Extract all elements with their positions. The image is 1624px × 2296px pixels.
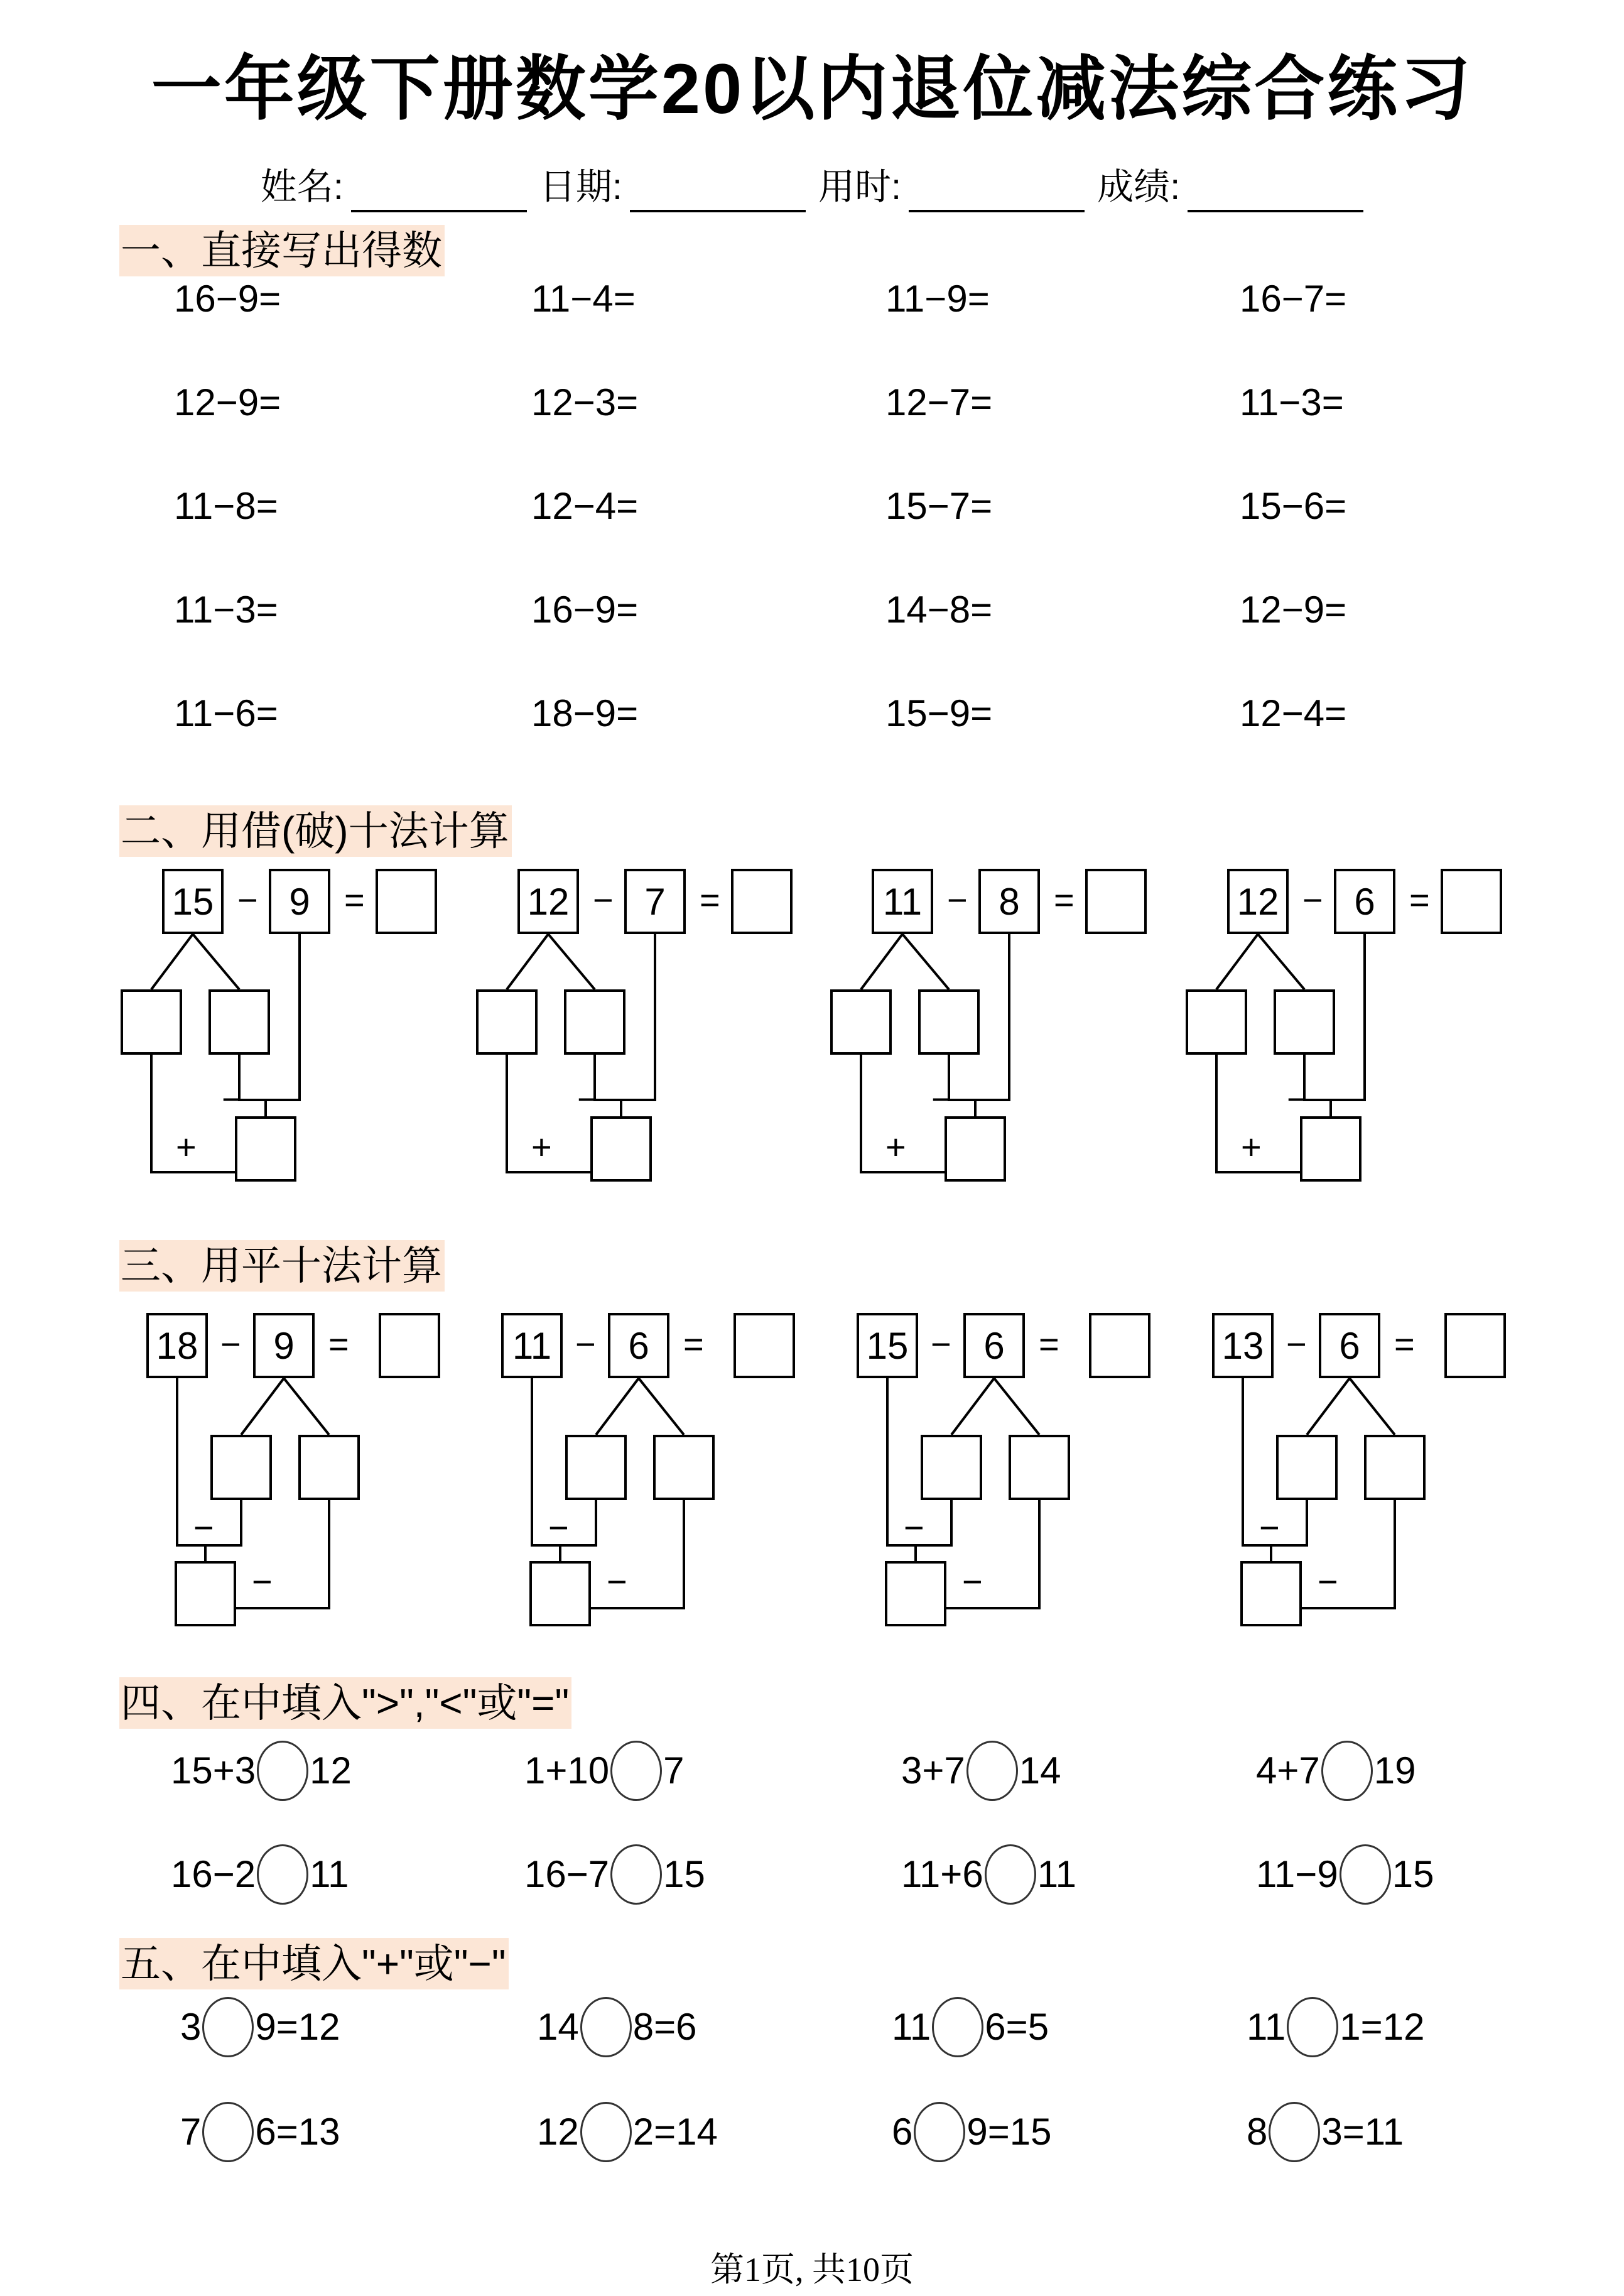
arithmetic-problem: 11−3= bbox=[174, 589, 278, 631]
right-expression: 3=11 bbox=[1321, 2110, 1404, 2153]
equals-sign: = bbox=[344, 880, 365, 920]
right-expression: 9=15 bbox=[966, 2110, 1052, 2153]
equals-sign: = bbox=[328, 1324, 349, 1364]
left-expression: 6 bbox=[892, 2110, 913, 2153]
minuend-box: 11 bbox=[501, 1313, 563, 1378]
answer-circle[interactable] bbox=[257, 1844, 308, 1905]
arithmetic-problem: 11−3= bbox=[1240, 381, 1344, 423]
minus-sign: − bbox=[931, 1079, 952, 1119]
operator-problem bbox=[1247, 1999, 1424, 2060]
minus-sign: − bbox=[548, 1508, 569, 1547]
left-expression: 16−2 bbox=[171, 1853, 256, 1895]
minus-sign: − bbox=[237, 880, 258, 920]
equals-sign: = bbox=[1409, 880, 1430, 920]
time-label: 用时: bbox=[818, 166, 902, 207]
arithmetic-problem: 12−3= bbox=[531, 381, 639, 423]
minus-sign: − bbox=[1302, 880, 1323, 920]
left-expression: 12 bbox=[537, 2110, 579, 2153]
minus-sign: − bbox=[577, 1079, 598, 1119]
right-expression: 6=5 bbox=[985, 2005, 1049, 2048]
left-expression: 4+7 bbox=[1256, 1749, 1320, 1792]
equals-sign: = bbox=[1394, 1324, 1415, 1364]
subtrahend-box: 9 bbox=[269, 869, 330, 934]
left-expression: 11 bbox=[892, 2005, 931, 2048]
left-expression: 16−7 bbox=[524, 1853, 610, 1895]
minus-sign: − bbox=[222, 1079, 242, 1119]
left-expression: 1+10 bbox=[524, 1749, 610, 1792]
operator-problem bbox=[537, 2104, 718, 2165]
right-expression: 15 bbox=[1392, 1853, 1434, 1895]
answer-circle[interactable] bbox=[1321, 1741, 1373, 1801]
arithmetic-problem: 11−8= bbox=[174, 485, 278, 527]
minus-sign: − bbox=[193, 1508, 214, 1547]
left-expression: 11+6 bbox=[901, 1853, 983, 1895]
answer-circle[interactable] bbox=[202, 1997, 254, 2057]
left-expression: 3+7 bbox=[901, 1749, 965, 1792]
answer-circle[interactable] bbox=[1269, 2102, 1320, 2162]
plus-sign: + bbox=[531, 1127, 552, 1167]
subtrahend-box: 8 bbox=[978, 869, 1040, 934]
section1-heading: 一、直接写出得数 bbox=[119, 225, 445, 276]
subtrahend-box: 6 bbox=[963, 1313, 1025, 1378]
minuend-box: 11 bbox=[872, 869, 933, 934]
answer-circle[interactable] bbox=[580, 2102, 632, 2162]
left-expression: 11−9 bbox=[1256, 1853, 1338, 1895]
left-expression: 14 bbox=[537, 2005, 579, 2048]
arithmetic-problem: 16−7= bbox=[1240, 278, 1347, 320]
plus-sign: + bbox=[885, 1127, 906, 1167]
comparison-problem bbox=[171, 1847, 349, 1907]
comparison-problem bbox=[1256, 1743, 1416, 1804]
comparison-problem bbox=[1256, 1847, 1434, 1907]
score-label: 成绩: bbox=[1097, 166, 1181, 207]
name-label: 姓名: bbox=[260, 166, 344, 207]
minus-sign: − bbox=[1287, 1079, 1307, 1119]
operator-problem bbox=[180, 1999, 340, 2060]
arithmetic-problem: 11−4= bbox=[531, 278, 636, 320]
minus-sign: − bbox=[1286, 1324, 1307, 1364]
right-expression: 9=12 bbox=[255, 2005, 340, 2048]
arithmetic-problem: 11−6= bbox=[174, 692, 278, 734]
arithmetic-problem: 15−6= bbox=[1240, 485, 1347, 527]
arithmetic-problem: 14−8= bbox=[885, 589, 993, 631]
right-expression: 6=13 bbox=[255, 2110, 340, 2153]
answer-circle[interactable] bbox=[985, 1844, 1036, 1905]
equals-sign: = bbox=[1039, 1324, 1059, 1364]
operator-problem bbox=[892, 1999, 1049, 2060]
arithmetic-problem: 16−9= bbox=[174, 278, 281, 320]
answer-circle[interactable] bbox=[580, 1997, 632, 2057]
minus-sign: − bbox=[1259, 1508, 1280, 1547]
arithmetic-problem: 15−9= bbox=[885, 692, 993, 734]
right-expression: 11 bbox=[1037, 1853, 1076, 1895]
left-expression: 11 bbox=[1247, 2005, 1286, 2048]
arithmetic-problem: 12−9= bbox=[174, 381, 281, 423]
answer-circle[interactable] bbox=[610, 1844, 662, 1905]
plus-sign: + bbox=[176, 1127, 197, 1167]
arithmetic-problem: 12−4= bbox=[531, 485, 639, 527]
answer-circle[interactable] bbox=[610, 1741, 662, 1801]
comparison-problem bbox=[901, 1743, 1061, 1804]
answer-circle[interactable] bbox=[1287, 1997, 1338, 2057]
equals-sign: = bbox=[700, 880, 720, 920]
answer-circle[interactable] bbox=[914, 2102, 965, 2162]
minus-sign: − bbox=[593, 880, 614, 920]
answer-circle[interactable] bbox=[202, 2102, 254, 2162]
operator-problem bbox=[892, 2104, 1052, 2165]
section4-heading: 四、在中填入">","<"或"=" bbox=[119, 1677, 571, 1729]
equals-sign: = bbox=[1054, 880, 1075, 920]
arithmetic-problem: 16−9= bbox=[531, 589, 639, 631]
subtrahend-box: 9 bbox=[253, 1313, 315, 1378]
comparison-problem bbox=[524, 1847, 705, 1907]
operator-problem bbox=[1247, 2104, 1404, 2165]
right-expression: 14 bbox=[1019, 1749, 1061, 1792]
minus-sign: − bbox=[962, 1562, 983, 1601]
arithmetic-problem: 15−7= bbox=[885, 485, 993, 527]
arithmetic-problem: 18−9= bbox=[531, 692, 639, 734]
operator-problem bbox=[180, 2104, 340, 2165]
minuend-box: 12 bbox=[1227, 869, 1289, 934]
plus-sign: + bbox=[1241, 1127, 1262, 1167]
equals-sign: = bbox=[683, 1324, 704, 1364]
arithmetic-problem: 12−9= bbox=[1240, 589, 1347, 631]
answer-circle[interactable] bbox=[966, 1741, 1018, 1801]
minuend-box: 12 bbox=[517, 869, 579, 934]
comparison-problem bbox=[524, 1743, 685, 1804]
minus-sign: − bbox=[252, 1562, 273, 1601]
right-expression: 7 bbox=[663, 1749, 685, 1792]
minus-sign: − bbox=[1318, 1562, 1338, 1601]
arithmetic-problem: 12−4= bbox=[1240, 692, 1347, 734]
minus-sign: − bbox=[947, 880, 968, 920]
minus-sign: − bbox=[607, 1562, 627, 1601]
section3-heading: 三、用平十法计算 bbox=[119, 1240, 445, 1292]
right-expression: 2=14 bbox=[632, 2110, 718, 2153]
page-number: 第1页, 共10页 bbox=[710, 2251, 914, 2288]
comparison-problem bbox=[171, 1743, 352, 1804]
section2-heading: 二、用借(破)十法计算 bbox=[119, 805, 512, 857]
right-expression: 15 bbox=[663, 1853, 705, 1895]
subtrahend-box: 7 bbox=[624, 869, 686, 934]
left-expression: 15+3 bbox=[171, 1749, 256, 1792]
page-title: 一年级下册数学20以内退位减法综合练习 bbox=[151, 50, 1473, 128]
operator-problem bbox=[537, 1999, 697, 2060]
minus-sign: − bbox=[575, 1324, 596, 1364]
minuend-box: 18 bbox=[146, 1313, 208, 1378]
comparison-problem bbox=[901, 1847, 1076, 1907]
right-expression: 8=6 bbox=[632, 2005, 697, 2048]
minus-sign: − bbox=[931, 1324, 951, 1364]
minuend-box: 15 bbox=[162, 869, 224, 934]
minuend-box: 15 bbox=[857, 1313, 918, 1378]
arithmetic-problem: 11−9= bbox=[885, 278, 990, 320]
minus-sign: − bbox=[904, 1508, 924, 1547]
minus-sign: − bbox=[220, 1324, 241, 1364]
right-expression: 19 bbox=[1373, 1749, 1416, 1792]
minuend-box: 13 bbox=[1212, 1313, 1274, 1378]
left-expression: 3 bbox=[180, 2005, 202, 2048]
date-label: 日期: bbox=[539, 166, 622, 207]
arithmetic-problem: 12−7= bbox=[885, 381, 993, 423]
subtrahend-box: 6 bbox=[1334, 869, 1395, 934]
right-expression: 11 bbox=[310, 1853, 349, 1895]
left-expression: 8 bbox=[1247, 2110, 1268, 2153]
answer-circle[interactable] bbox=[257, 1741, 308, 1801]
section5-heading: 五、在中填入"+"或"−" bbox=[119, 1938, 509, 1989]
answer-circle[interactable] bbox=[1340, 1844, 1391, 1905]
right-expression: 1=12 bbox=[1340, 2005, 1425, 2048]
subtrahend-box: 6 bbox=[608, 1313, 669, 1378]
left-expression: 7 bbox=[180, 2110, 202, 2153]
subtrahend-box: 6 bbox=[1319, 1313, 1380, 1378]
right-expression: 12 bbox=[310, 1749, 352, 1792]
answer-circle[interactable] bbox=[932, 1997, 983, 2057]
